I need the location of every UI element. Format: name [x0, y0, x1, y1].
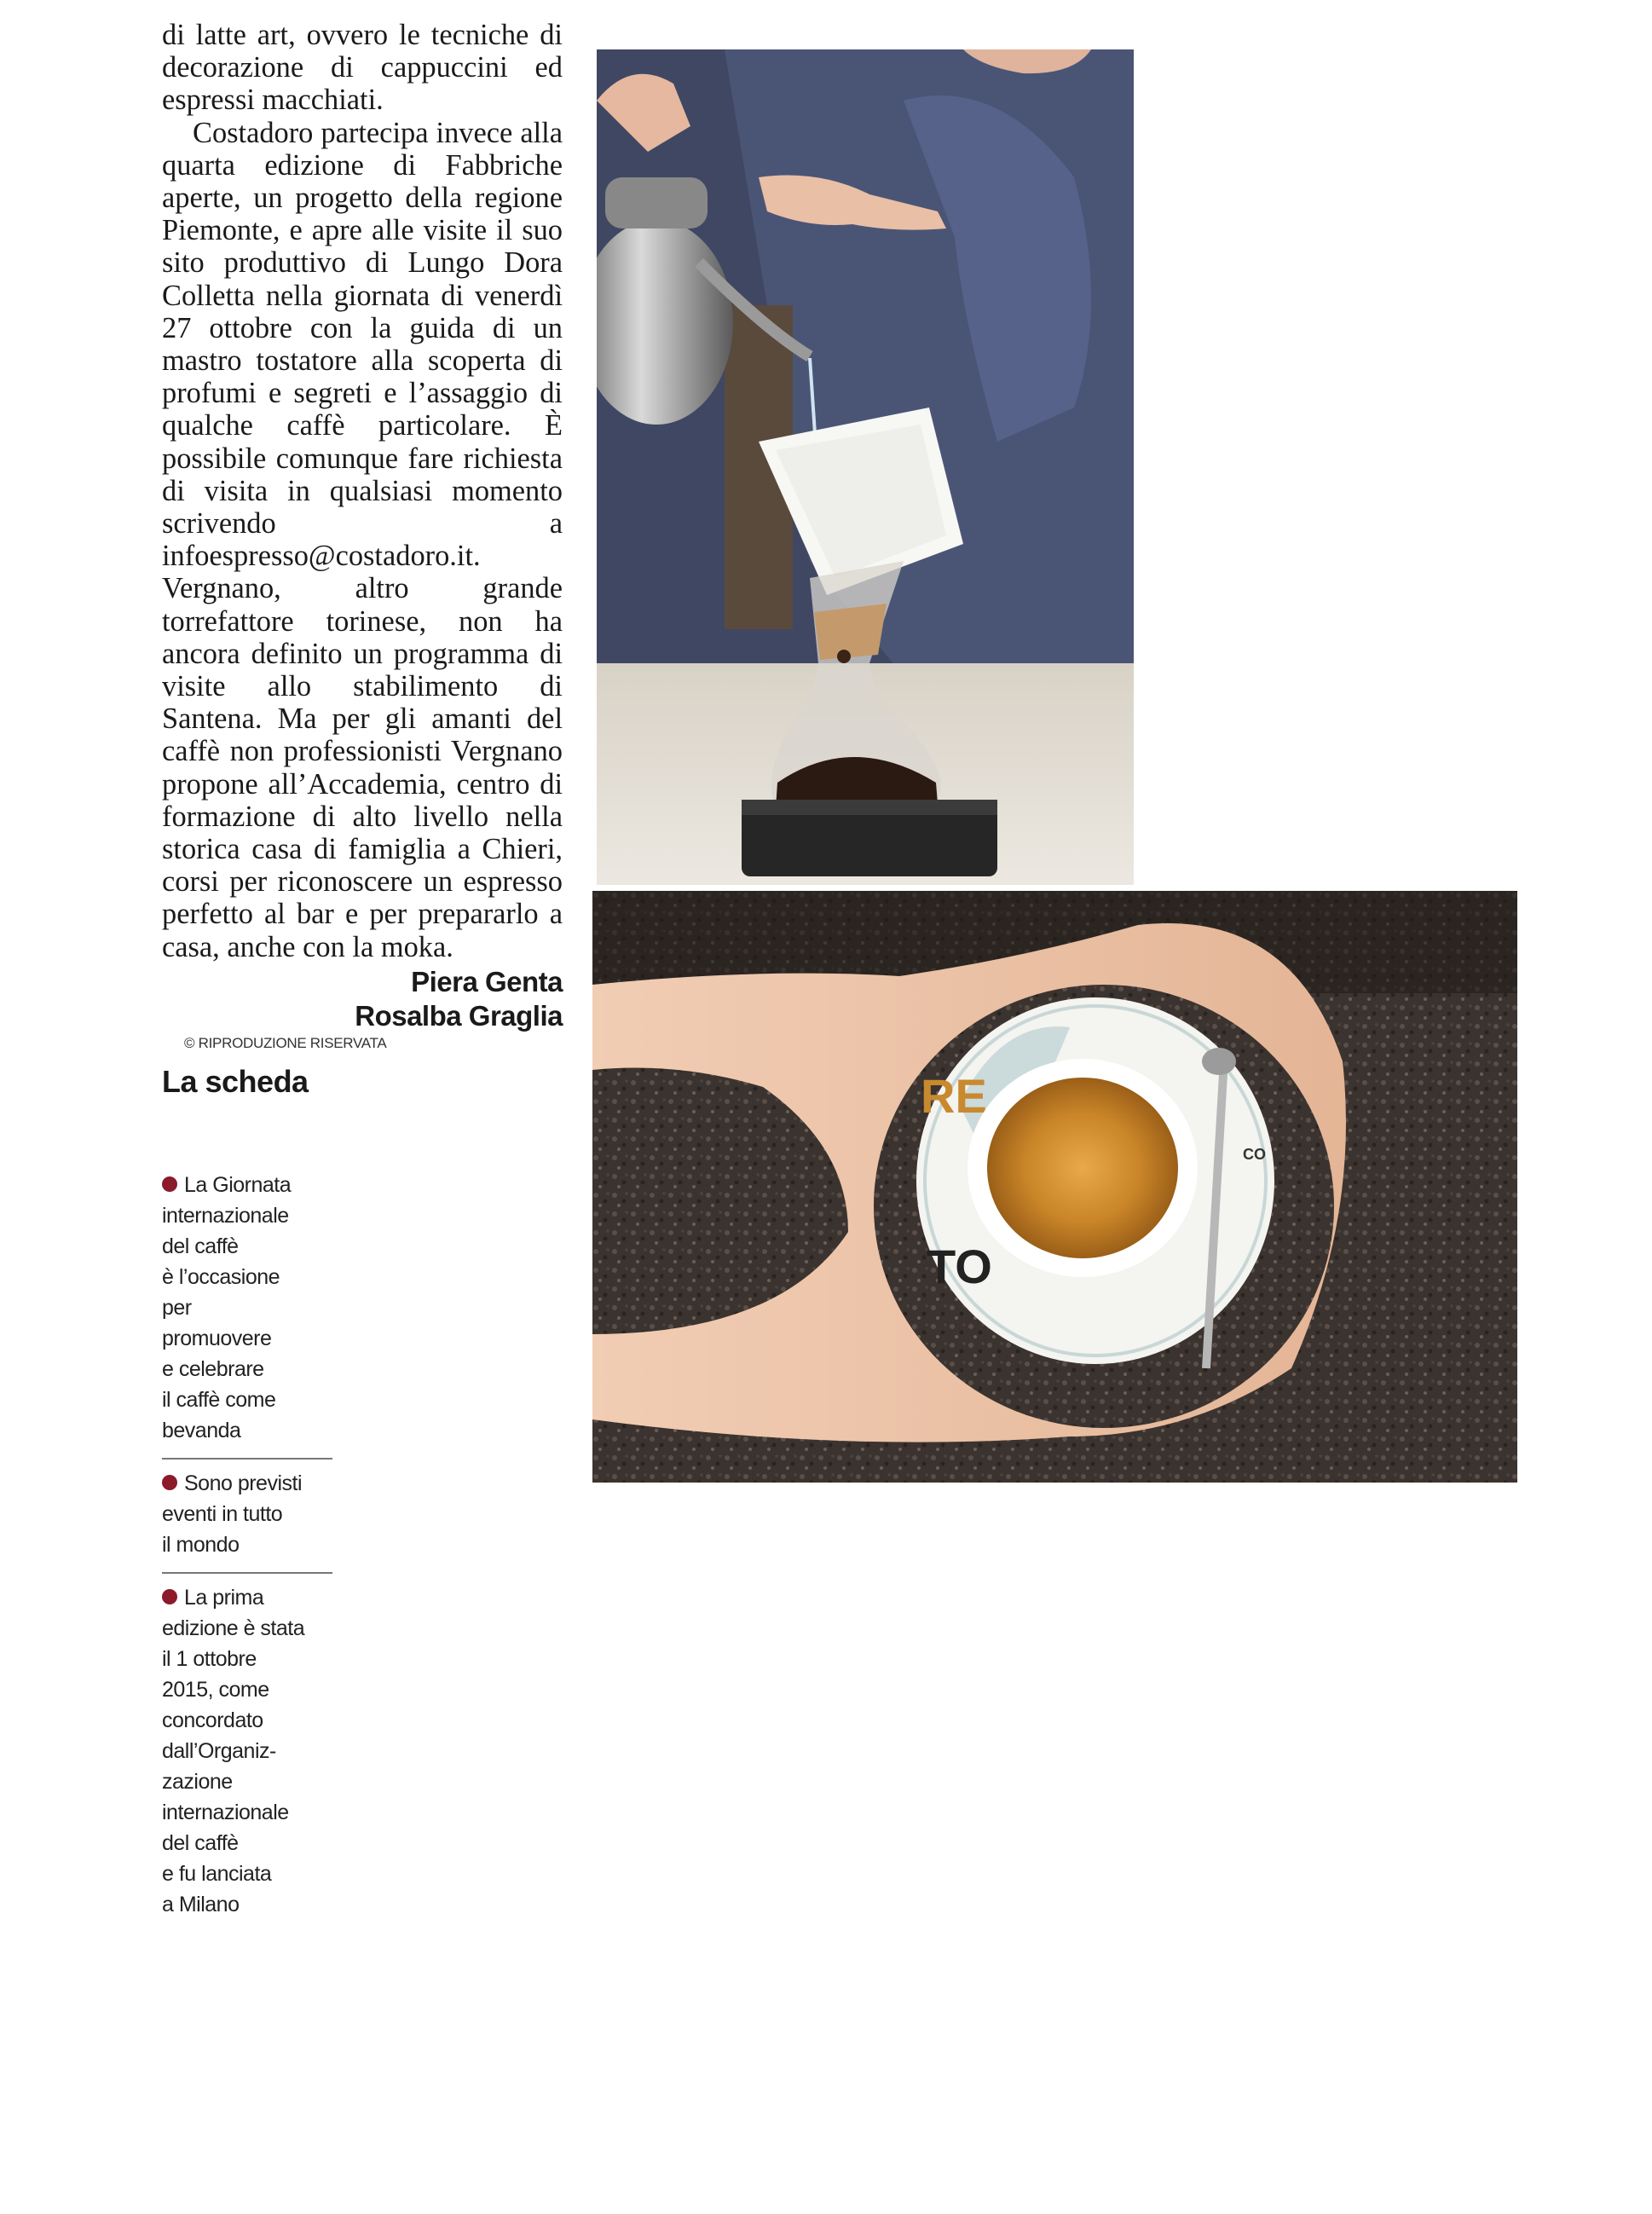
fact-text: La prima edizione è stata il 1 ottobre 2015, come concordato dall’Organiz- zazione internazionale del caffè e fu lanciata a Milano: [162, 1586, 305, 1916]
bullet-icon: [162, 1176, 177, 1192]
fact-box: [162, 1170, 332, 1932]
cup-brand: CO: [1243, 1146, 1266, 1163]
saucer-letters: TO: [927, 1240, 992, 1293]
fact-item: [162, 1458, 332, 1572]
fact-item: [162, 1170, 332, 1458]
fact-item: [162, 1572, 332, 1932]
author-name: Piera Genta: [411, 965, 563, 997]
article-paragraph-1: di latte art, ovvero le tecniche di decorazione di cappuccini ed espressi macchiati.: [162, 19, 563, 117]
fact-text: La Giornata internazionale del caffè è l’occasione per promuovere e celebrare il caffè come bevanda: [162, 1173, 292, 1442]
espresso-photo: [592, 891, 1517, 1483]
saucer-letters: RE: [921, 1069, 987, 1123]
sidebar-title: La scheda: [162, 1063, 309, 1099]
author-name: Rosalba Graglia: [355, 999, 563, 1032]
pour-over-photo: [597, 49, 1134, 885]
espresso-illustration: [592, 891, 1517, 1483]
pour-over-illustration: [597, 49, 1134, 885]
byline: [162, 965, 563, 1033]
article-paragraph-2: Costadoro partecipa invece alla quarta edizione di Fabbriche aperte, un progetto della regione Piemonte, e apre alle visite il suo sito produttivo di Lungo Dora Colletta nella giornata di venerdì 27 ottobre con la guida di un mastro tostatore alla scoperta di profumi e segreti e l’assaggio di qualche caffè particolare. È possibile comunque fare richiesta di visita in qualsiasi momento scrivendo a infoespresso@costadoro.it. Vergnano, altro grande torrefattore torinese, non ha ancora definito un programma di visite allo stabilimento di Santena. Ma per gli amanti del caffè non professionisti Vergnano propone all’Accademia, centro di formazione di alto livello nella storica casa di famiglia a Chieri, corsi per riconoscere un espresso perfetto al bar e per prepararlo a casa, anche con la moka.: [162, 116, 563, 963]
copyright-notice: © RIPRODUZIONE RISERVATA: [184, 1034, 387, 1051]
article-body: [162, 19, 563, 963]
bullet-icon: [162, 1589, 177, 1604]
bullet-icon: [162, 1475, 177, 1490]
article-column: [162, 19, 563, 1100]
fact-text: Sono previsti eventi in tutto il mondo: [162, 1471, 303, 1557]
